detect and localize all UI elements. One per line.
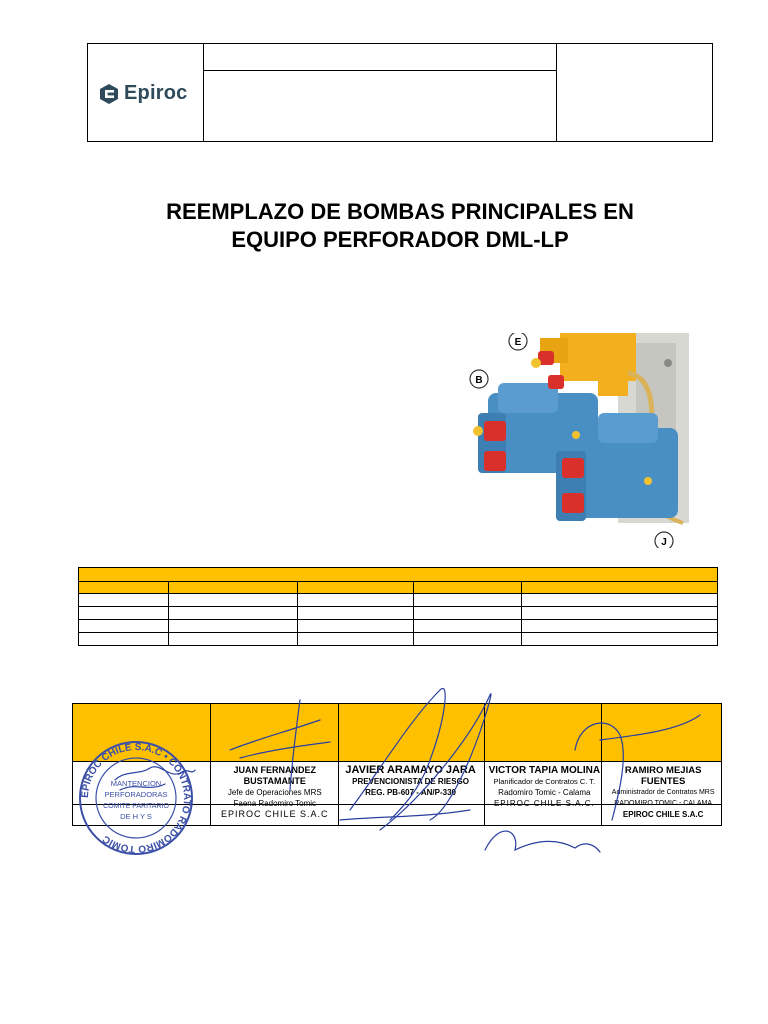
table-cell [168, 607, 297, 620]
seal-text: MANTENCION [110, 779, 162, 788]
header-divider [556, 44, 557, 141]
signature-stroke [350, 688, 491, 830]
callout-j: J [661, 537, 667, 548]
callout-e: E [514, 337, 522, 348]
signer-location: RADOMIRO TOMIC - CALAMA [614, 800, 713, 807]
pump-illustration [468, 333, 689, 548]
signature-stroke [115, 767, 195, 780]
seal-text: DE H Y S [120, 812, 152, 821]
title-line-2: EQUIPO PERFORADOR DML-LP [231, 227, 569, 252]
hydraulic-pumps-image [468, 333, 689, 548]
signer-location: REG. PB-607 - AN/P-330 [365, 788, 456, 797]
signature-stroke [120, 784, 165, 790]
table-row [79, 607, 718, 620]
signer-role: Administrador de Contratos MRS [611, 789, 715, 796]
table-row [79, 633, 718, 646]
table-cell [297, 620, 414, 633]
table-cell [297, 582, 414, 594]
table-row [79, 620, 718, 633]
table-cell [79, 568, 718, 582]
table-cell [79, 633, 169, 646]
table-cell [79, 594, 169, 607]
signer-location: Faena Radomiro Tomic [233, 799, 317, 808]
table-cell [414, 594, 522, 607]
signer-company: EPIROC CHILE S.A.C. [493, 799, 595, 808]
table-cell [522, 633, 718, 646]
table-cell [297, 594, 414, 607]
signature-stroke [230, 700, 330, 790]
table-cell [414, 620, 522, 633]
signer-company: EPIROC CHILE S.A.C [221, 809, 329, 819]
callout-b: B [475, 375, 483, 386]
signature-stroke [575, 715, 700, 820]
table-cell [522, 607, 718, 620]
signer-role: Jefe de Operaciones MRS [227, 788, 322, 797]
table-cell [414, 582, 522, 594]
signer-name: RAMIRO MEJIAS FUENTES [624, 765, 702, 787]
table-cell [522, 582, 718, 594]
epiroc-logo-icon [98, 83, 120, 105]
revision-column-headers [79, 582, 718, 594]
table-row [79, 594, 718, 607]
signer-role: Planificador de Contratos C. T. [493, 777, 596, 786]
title-line-1: REEMPLAZO DE BOMBAS PRINCIPALES EN [166, 199, 634, 224]
table-cell [168, 582, 297, 594]
table-cell [168, 633, 297, 646]
signer-role: PREVENCIONISTA DE RIESGO [352, 777, 470, 786]
handwritten-signatures [0, 680, 768, 870]
header-divider [203, 44, 204, 141]
signature-stroke [340, 810, 470, 820]
table-cell [168, 594, 297, 607]
table-cell [168, 620, 297, 633]
table-cell [79, 620, 169, 633]
table-cell [414, 633, 522, 646]
signer-location: Radomiro Tomic - Calama [498, 788, 591, 797]
seal-ring-text: EPIROC CHILE S.A.C • CONTRATO RADOMIRO TOMIC [79, 741, 193, 855]
table-cell [522, 620, 718, 633]
signature-stroke [485, 831, 600, 852]
table-cell [79, 582, 169, 594]
revision-header-row [79, 568, 718, 582]
signer-name: JAVIER ARAMAYO JARA [345, 764, 476, 776]
header-divider [203, 70, 556, 71]
brand-name: Epiroc [124, 82, 188, 104]
seal-text: PERFORADORAS [104, 790, 168, 799]
seal-text: COMITE PARITARIO [103, 803, 169, 810]
signer-company: EPIROC CHILE S.A.C [622, 810, 704, 819]
document-title [84, 198, 716, 254]
table-cell [297, 607, 414, 620]
signer-name: VICTOR TAPIA MOLINA [488, 765, 601, 776]
table-cell [414, 607, 522, 620]
document-header [87, 43, 713, 142]
table-cell [79, 607, 169, 620]
table-cell [522, 594, 718, 607]
table-cell [297, 633, 414, 646]
epiroc-logo [98, 82, 187, 105]
signer-name: JUAN FERNANDEZ BUSTAMANTE [233, 765, 317, 786]
revision-table [78, 567, 718, 646]
